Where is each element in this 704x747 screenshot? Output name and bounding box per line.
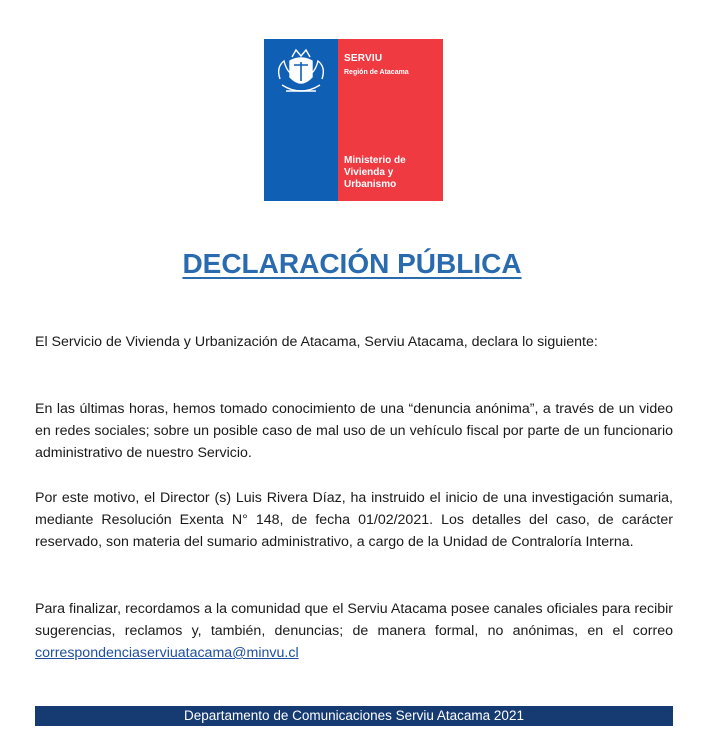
closing-text: Para finalizar, recordamos a la comunidad que el Serviu Atacama posee canales oficiales para recibir sugerencias, reclamos y, también, denuncias; de manera formal, no anónimas, en el correo (35, 601, 673, 639)
closing-paragraph (35, 598, 673, 664)
logo-org-name: SERVIU (344, 53, 383, 64)
logo-ministry: Ministerio de Vivienda y Urbanismo (344, 155, 406, 190)
email-link[interactable]: correspondenciaserviuatacama@minvu.cl (35, 645, 299, 661)
page-title: DECLARACIÓN PÚBLICA (182, 248, 522, 279)
footer-banner: Departamento de Comunicaciones Serviu Atacama 2021 (35, 706, 673, 726)
chile-coat-of-arms-icon (272, 45, 330, 103)
serviu-logo (264, 39, 443, 201)
logo-region: Región de Atacama (344, 69, 409, 76)
incident-paragraph: En las últimas horas, hemos tomado conocimiento de una “denuncia anónima”, a través de un video en redes sociales; sobre un posible caso de mal uso de un vehículo fiscal por parte de un funcionario administrativo de nuestro Servicio. (35, 401, 673, 461)
investigation-paragraph: Por este motivo, el Director (s) Luis Rivera Díaz, ha instruido el inicio de una investigación sumaria, mediante Resolución Exenta N° 148, de fecha 01/02/2021. Los detalles del caso, de carácter reservado, son materia del sumario administrativo, a cargo de la Unidad de Contraloría Interna. (35, 490, 673, 550)
intro-paragraph: El Servicio de Vivienda y Urbanización de Atacama, Serviu Atacama, declara lo siguiente: (35, 334, 598, 350)
